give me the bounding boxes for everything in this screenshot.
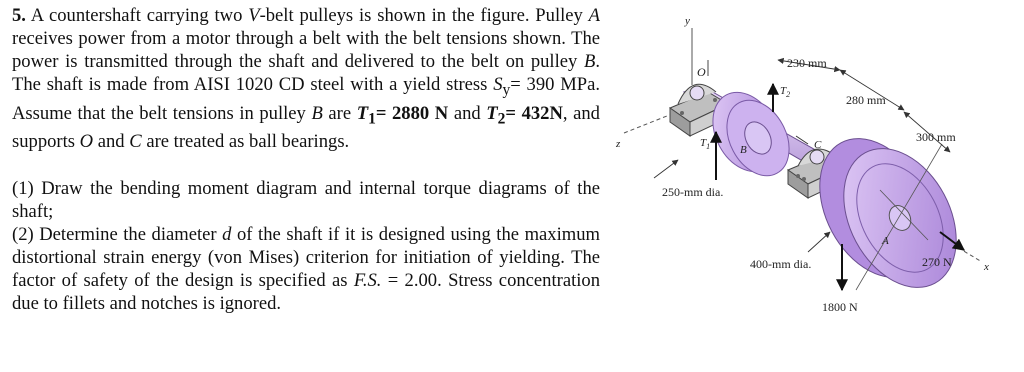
text-run: O <box>79 131 94 153</box>
dia-250: 250-mm dia. <box>662 185 724 199</box>
dim-280: 280 mm <box>846 93 886 107</box>
label-T2 <box>780 85 790 99</box>
text-run: and <box>93 131 130 153</box>
text-run: T <box>356 102 369 124</box>
label-B: B <box>740 144 747 156</box>
figure-svg <box>612 0 1024 372</box>
text-run: 1 <box>706 142 711 151</box>
text-run: 2 <box>786 90 791 99</box>
text-run: T <box>486 102 498 124</box>
problem-statement <box>12 4 600 153</box>
text-run: S <box>493 74 503 95</box>
problem-text <box>12 4 600 315</box>
text-run: T <box>700 137 707 149</box>
dia-400: 400-mm dia. <box>750 257 812 271</box>
z-axis-label: z <box>616 138 621 150</box>
text-run: (2) Determine the diameter <box>12 224 223 246</box>
label-C: C <box>814 139 822 151</box>
force-1800-label: 1800 N <box>822 300 858 314</box>
text-run: B <box>583 51 596 72</box>
question-part-2 <box>12 223 600 315</box>
text-run: A <box>588 5 601 26</box>
text-run: = 2.00. Stress concentration due to fillets and notches is ignored. <box>12 270 600 315</box>
label-T1 <box>700 137 710 151</box>
text-run: A countershaft carrying two <box>25 5 249 26</box>
text-run: B <box>311 102 323 124</box>
text-run: of the shaft if it is designed using the maximum distortional strain energy (von Mises) criterion for initiation of yielding. The factor of safety of the design is specified as <box>12 224 600 292</box>
dim-230: 230 mm <box>787 56 827 70</box>
spacer <box>12 153 600 177</box>
pulley-A <box>797 119 979 307</box>
y-axis-label: y <box>685 15 690 27</box>
countershaft-figure <box>612 0 1024 372</box>
text-run: 2 <box>497 110 506 128</box>
x-axis-label: x <box>984 261 989 273</box>
text-run: F.S. <box>353 270 382 292</box>
text-run: = 390 MPa. Assume that the belt tensions in pulley <box>12 74 600 124</box>
text-run: C <box>129 131 142 153</box>
text-run: and <box>448 102 487 124</box>
label-O: O <box>697 65 706 79</box>
text-run: 1 <box>368 110 376 128</box>
question-part-1: (1) Draw the bending moment diagram and internal torque diagrams of the shaft; <box>12 178 600 223</box>
text-run: = 2880 N <box>375 102 449 124</box>
text-run: receives power from a motor through a belt with the belt tensions shown. The power is transmitted through the shaft and delivered to the belt on pulley <box>12 28 600 72</box>
text-run: d <box>222 224 232 246</box>
text-run: V <box>248 5 260 26</box>
text-run: are treated as ball bearings. <box>141 131 350 153</box>
text-run: are <box>322 102 357 124</box>
text-run: = 432N <box>505 102 563 124</box>
problem-number: 5. <box>12 5 26 26</box>
force-270-label: 270 N <box>922 255 952 269</box>
dim-300: 300 mm <box>916 130 956 144</box>
label-A: A <box>882 235 889 247</box>
text-run: . The shaft is made from AISI 1020 CD steel with a yield stress <box>12 51 600 95</box>
text-run: T <box>780 85 787 97</box>
text-run: , and supports <box>12 102 600 153</box>
x-axis <box>952 244 982 262</box>
text-run: -belt pulleys is shown in the figure. Pulley <box>259 5 589 26</box>
text-run: y <box>502 81 511 99</box>
